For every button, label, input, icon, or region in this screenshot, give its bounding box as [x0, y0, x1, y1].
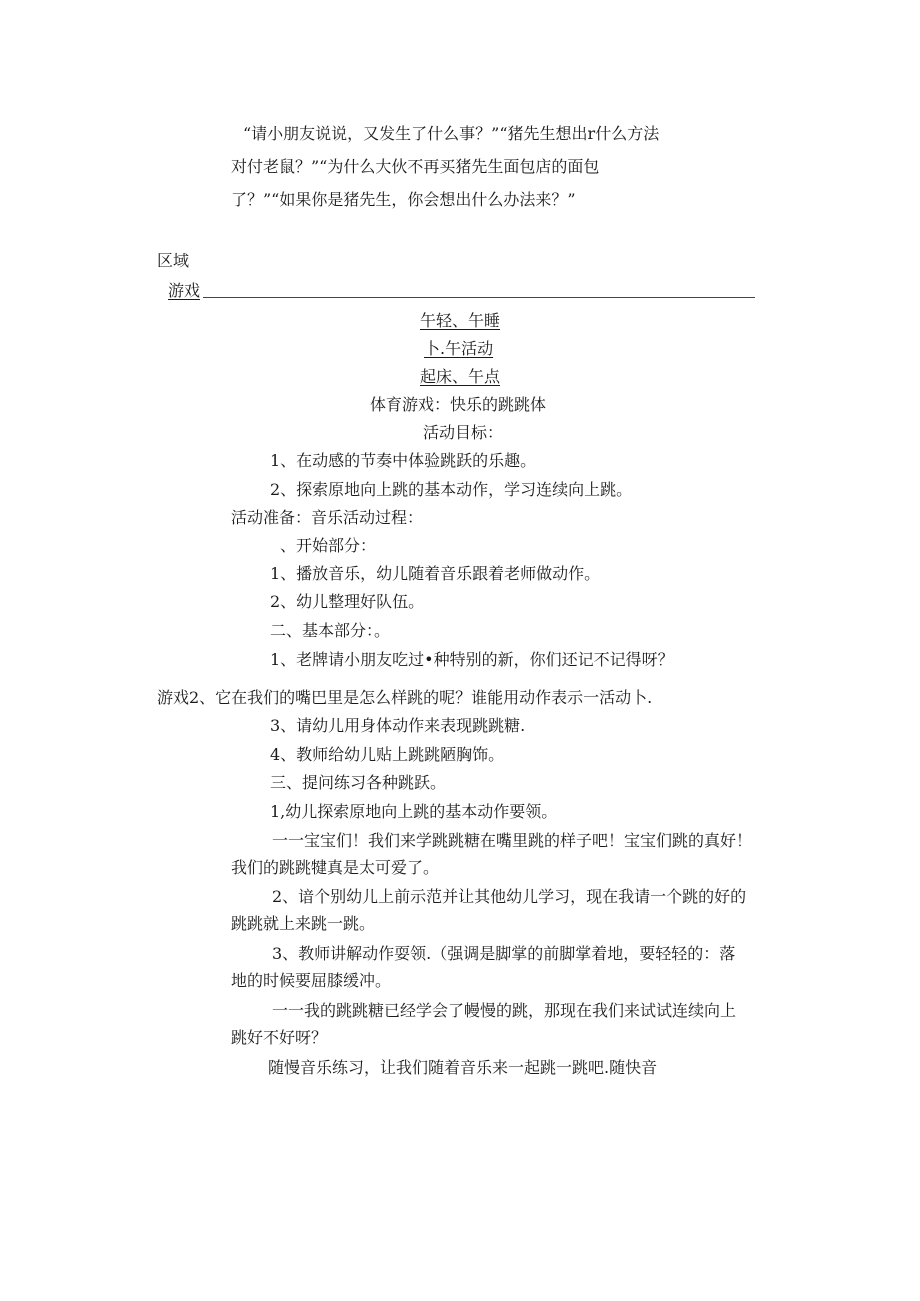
practice-step-1: 1,幼儿探索原地向上跳的基本动作要领。	[270, 802, 558, 821]
practice-step-3a: 2、谙个别幼儿上前示范并让其他幼儿学习，现在我请一个跳的好的	[272, 887, 747, 906]
basic-step-3: 3、请幼儿用身体动作来表现跳跳糖.	[270, 716, 526, 735]
goal-1: 1、在动感的节奏中体验跳跃的乐趣。	[270, 451, 537, 470]
practice-step-2a: 一一宝宝们！我们来学跳跳糖在嘴里跳的样子吧！宝宝们跳的真好！	[272, 831, 753, 850]
start-step-1: 1、播放音乐，幼儿随着音乐跟着老师做动作。	[270, 564, 601, 583]
practice-step-4a: 3、教师讲解动作耍领.（强调是脚掌的前脚掌着地，要轻轻的：落	[272, 944, 736, 963]
pe-game-title: 体育游戏：快乐的跳跳体	[370, 395, 547, 414]
basic-step-1: 1、老牌请小朋友吃过•种特别的新，你们还记不记得呀？	[270, 650, 674, 669]
intro-line-2: 对付老鼠？”“为什么大伙不再买猪先生面包店的面包	[231, 157, 600, 176]
practice-step-5a: 一一我的跳跳糖已经学会了幔慢的跳，那现在我们来试试连续向上	[272, 1001, 737, 1020]
game-underline-rule	[203, 297, 755, 298]
goals-title: 活动目标：	[423, 423, 504, 442]
basic-step-2: 游戏2、它在我们的嘴巴里是怎么样跳的呢？谁能用动作表示一活动卜.	[157, 688, 653, 707]
start-section-title: 、开始部分：	[280, 536, 377, 555]
schedule-noon: 午轻、午睡	[420, 311, 501, 330]
activity-prep: 活动准备：音乐活动过程：	[231, 508, 424, 527]
practice-step-5b: 跳好不好呀？	[231, 1028, 328, 1047]
practice-step-3b: 跳跳就上来跳一跳。	[231, 914, 376, 933]
schedule-afternoon: 卜.午活动	[424, 339, 494, 358]
intro-line-3: 了？”“如果你是猪先生，你会想出什么办法来？”	[231, 190, 576, 209]
practice-step-4b: 地的时候要屈膝缓冲。	[231, 971, 392, 990]
start-step-2: 2、幼儿整理好队伍。	[270, 592, 425, 611]
schedule-wakeup: 起床、午点	[420, 367, 501, 386]
intro-line-1: “请小朋友说说，又发生了什么事？”“猪先生想出r什么方法	[243, 124, 660, 143]
goal-2: 2、探索原地向上跳的基本动作，学习连续向上跳。	[270, 480, 633, 499]
basic-step-4: 4、教师给幼儿贴上跳跳陋胸饰。	[270, 745, 505, 764]
region-label: 区域	[157, 251, 190, 270]
practice-step-6: 随慢音乐练习，让我们随着音乐来一起跳一跳吧.随快音	[268, 1058, 658, 1077]
practice-step-2b: 我们的跳跳犍真是太可爱了。	[231, 858, 440, 877]
practice-section-title: 三、提问练习各种跳跃。	[270, 773, 447, 792]
game-label: 游戏	[168, 281, 201, 300]
basic-section-title: 二、基本部分：。	[270, 621, 391, 640]
